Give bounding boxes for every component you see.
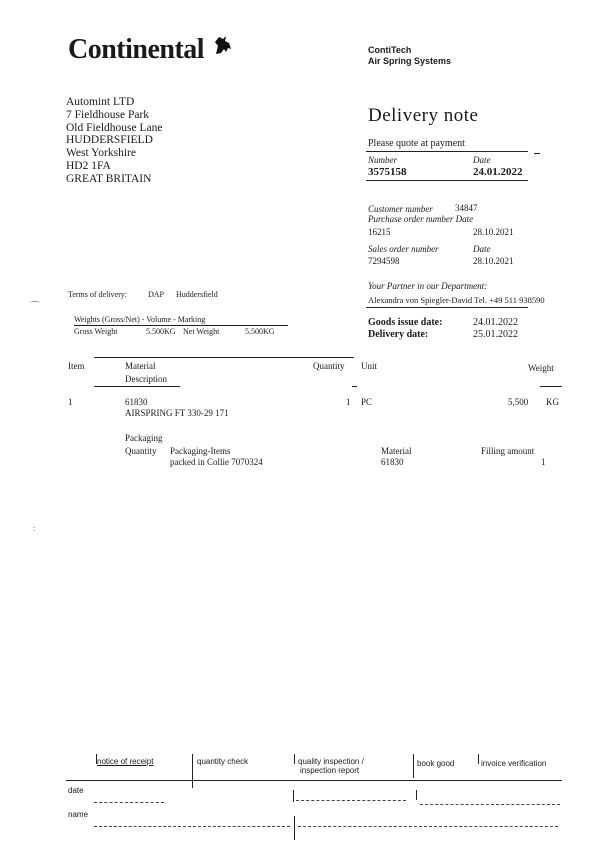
scan-mark-1: ⌒ <box>30 302 40 313</box>
footer-vline-4 <box>293 790 294 802</box>
delivery-date-label: Delivery date: <box>368 329 429 340</box>
footer-vline-5 <box>294 816 295 840</box>
quote-note: Please quote at payment <box>368 138 465 149</box>
customer-number-value: 34847 <box>455 203 478 213</box>
col-header-material: Material <box>125 361 156 371</box>
weights-rule <box>74 325 288 326</box>
sales-order-date: 28.10.2021 <box>473 256 514 266</box>
packaging-packed-line: packed in Collie 7070324 <box>170 457 263 467</box>
row-weight: 5,500 <box>508 397 529 407</box>
purchase-order-date: 28.10.2021 <box>473 227 514 237</box>
sales-order-label: Sales order number <box>368 244 439 254</box>
table-header-rule-1 <box>94 357 354 358</box>
number-label: Number <box>368 155 397 165</box>
row-material: 61830 <box>125 397 148 407</box>
table-header-rule-3 <box>352 386 357 387</box>
weights-label: Weights (Gross/Net) - Volume - Marking <box>74 315 206 324</box>
footer-name-line-1 <box>94 826 290 827</box>
row-weight-unit: KG <box>546 397 559 407</box>
footer-vline-6 <box>413 754 414 778</box>
header-rule-3 <box>366 307 528 308</box>
col-header-item: Item <box>68 361 85 371</box>
date-label: Date <box>473 155 491 165</box>
footer-name-label: name <box>68 810 89 819</box>
address-line-1: Automint LTD <box>66 96 135 108</box>
number-value: 3575158 <box>368 166 407 178</box>
net-weight-value: 5.500KG <box>245 327 275 336</box>
company-logo <box>68 34 234 66</box>
table-header-rule-2 <box>94 386 180 387</box>
packaging-title: Packaging <box>125 433 163 443</box>
company-line-2: Air Spring Systems <box>368 56 452 66</box>
col-header-description: Description <box>125 374 167 384</box>
header-rule-1 <box>366 151 528 152</box>
margin-tick <box>534 153 540 154</box>
row-description: AIRSPRING FT 330-29 171 <box>125 408 229 418</box>
footer-date-line-1 <box>94 802 164 803</box>
col-header-weight: Weight <box>528 363 554 373</box>
scan-mark-2: ∶ <box>33 525 36 534</box>
row-quantity: 1 <box>346 397 351 407</box>
terms-of-delivery-label: Terms of delivery: <box>68 290 127 299</box>
packaging-material-value: 61830 <box>381 457 404 467</box>
goods-issue-value: 24.01.2022 <box>473 317 518 328</box>
row-item: 1 <box>68 397 73 407</box>
footer-vline-2 <box>192 754 193 788</box>
footer-date-line-2 <box>296 800 406 801</box>
date-value: 24.01.2022 <box>473 166 523 178</box>
address-line-2: 7 Fieldhouse Park <box>66 108 150 121</box>
recipient-address <box>66 96 162 186</box>
header-rule-2 <box>366 180 528 181</box>
footer-name-line-2 <box>298 826 558 827</box>
invoice-label: invoice verification <box>481 759 547 768</box>
purchase-order-label: Purchase order number Date <box>368 214 474 224</box>
packaging-filling-value: 1 <box>541 457 546 467</box>
terms-code: DAP <box>148 290 165 299</box>
footer-vline-7 <box>416 790 417 800</box>
quality-check-label: quantity check <box>197 757 249 766</box>
footer-rule-top <box>66 780 562 781</box>
packaging-material-label: Material <box>381 446 412 456</box>
address-line-7: GREAT BRITAIN <box>66 172 152 185</box>
sales-order-date-label: Date <box>473 244 491 254</box>
goods-issue-label: Goods issue date: <box>368 317 443 328</box>
net-weight-label: Net Weight <box>183 327 220 336</box>
company-line-1: ContiTech <box>368 45 412 55</box>
inspection-label-2: inspection report <box>300 766 360 775</box>
address-line-4: HUDDERSFIELD <box>66 134 153 147</box>
customer-number-label: Customer number <box>368 204 433 214</box>
terms-place: Huddersfield <box>176 290 218 299</box>
address-line-3: Old Fieldhouse Lane <box>66 121 163 134</box>
gross-weight-label: Gross Weight <box>74 327 118 336</box>
address-line-6: HD2 1FA <box>66 159 111 172</box>
row-unit: PC <box>361 397 373 407</box>
col-header-quantity: Quantity <box>313 361 345 371</box>
partner-label: Your Partner in our Department: <box>368 281 488 291</box>
receipt-label: notice of receipt <box>97 757 154 766</box>
footer-date-line-3 <box>420 804 560 805</box>
footer-vline-3 <box>294 754 295 764</box>
col-header-unit: Unit <box>361 361 378 371</box>
gross-weight-value: 5.500KG <box>146 327 176 336</box>
booking-label: book good <box>417 759 455 768</box>
footer-date-label: date <box>68 786 84 795</box>
table-header-rule-4 <box>540 386 562 387</box>
logo-text: Continental <box>68 34 205 65</box>
packaging-items-label: Packaging-Items <box>170 446 231 456</box>
purchase-order-number: 16215 <box>368 227 391 237</box>
horse-logo-icon <box>212 34 234 56</box>
sales-order-number: 7294598 <box>368 256 400 266</box>
inspection-label-1: quality inspection / <box>298 757 364 766</box>
packaging-quantity-label: Quantity <box>125 446 157 456</box>
partner-value: Alexandra von Spiegler-David Tel. +49 511 938590 <box>368 295 545 305</box>
document-title: Delivery note <box>368 105 479 126</box>
address-line-5: West Yorkshire <box>66 147 136 160</box>
packaging-filling-label: Filling amount <box>481 446 535 456</box>
footer-vline-1 <box>96 754 97 764</box>
footer-vline-8 <box>478 754 479 764</box>
delivery-date-value: 25.01.2022 <box>473 329 518 340</box>
